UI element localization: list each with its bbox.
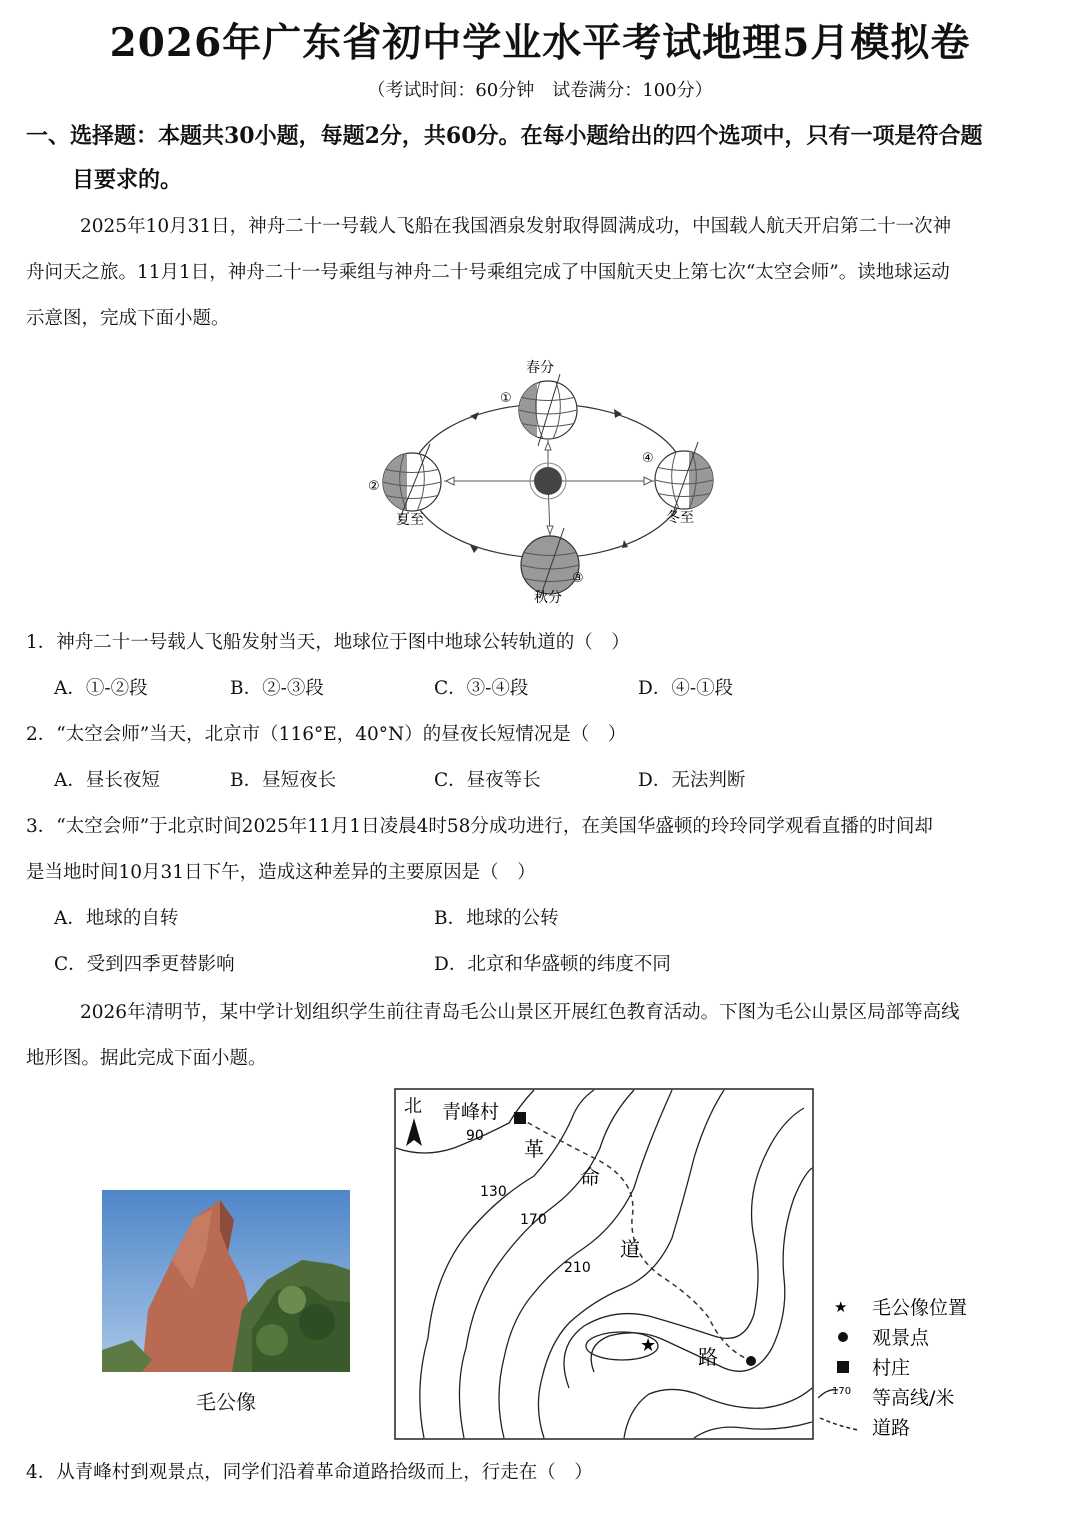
- q1-option-a[interactable]: A．①-②段: [54, 678, 148, 699]
- road-char-1: 革: [524, 1137, 544, 1161]
- question-3-options-row2: [26, 942, 1066, 988]
- contour-label-210: 210: [564, 1260, 591, 1276]
- passage-1-line1: 2025年10月31日，神舟二十一号载人飞船在我国酒泉发射取得圆满成功，中国载人航天开启第二十一次神: [80, 216, 952, 237]
- sun-icon: [534, 467, 562, 495]
- orbit-arrow: [614, 409, 622, 418]
- label-autumn: 秋分: [534, 590, 562, 606]
- q3-option-d[interactable]: D．北京和华盛顿的纬度不同: [434, 954, 671, 975]
- question-2-options: [26, 758, 1066, 804]
- passage-2-line2: 地形图。据此完成下面小题。: [26, 1048, 267, 1069]
- question-3-stem-line1: 3．“太空会师”于北京时间2025年11月1日凌晨4时58分成功进行，在美国华盛顿的玲玲同学观看直播的时间却: [26, 816, 933, 837]
- label-n2: ②: [368, 479, 380, 494]
- earth-spring-icon: [519, 374, 577, 446]
- q2-option-b[interactable]: B．昼短夜长: [230, 770, 337, 791]
- earth-orbit-diagram: [360, 352, 730, 608]
- legend-statue-label: 毛公像位置: [872, 1297, 968, 1319]
- map-frame: [395, 1089, 813, 1439]
- arrow-head: [446, 477, 454, 485]
- contour-map: [394, 1088, 814, 1440]
- legend-contour-label: 等高线/米: [872, 1387, 955, 1409]
- passage-1-line3: 示意图，完成下面小题。: [26, 308, 230, 329]
- question-3-options-row1: [26, 896, 1066, 942]
- exam-title: 2026年广东省初中学业水平考试地理5月模拟卷: [109, 20, 971, 66]
- section-heading: [26, 114, 1066, 202]
- arrow-head: [644, 477, 652, 485]
- arrow-head: [547, 526, 553, 534]
- passage-1-line2: 舟问天之旅。11月1日，神舟二十一号乘组与神舟二十号乘组完成了中国航天史上第七次“太空会师”。读地球运动: [26, 262, 950, 283]
- q2-option-a[interactable]: A．昼长夜短: [54, 770, 160, 791]
- village-marker: [514, 1112, 526, 1124]
- passage-2-line1: 2026年清明节，某中学计划组织学生前往青岛毛公山景区开展红色教育活动。下图为毛公山景区局部等高线: [80, 1002, 960, 1023]
- question-1-options: [26, 666, 1066, 712]
- q1-option-b[interactable]: B．②-③段: [230, 678, 324, 699]
- q3-option-c[interactable]: C．受到四季更替影响: [54, 954, 235, 975]
- exam-subtitle: （考试时间：60分钟 试卷满分：100分）: [367, 80, 713, 101]
- road-char-2: 命: [580, 1165, 600, 1189]
- road-char-3: 道: [620, 1237, 640, 1261]
- question-4: [26, 1450, 1066, 1496]
- contour-label-170: 170: [520, 1212, 547, 1228]
- earth-summer-icon: [383, 444, 441, 518]
- label-n4: ④: [642, 451, 654, 466]
- legend-village-label: 村庄: [872, 1357, 911, 1379]
- contour-label-90: 90: [466, 1128, 484, 1144]
- question-4-stem: 4．从青峰村到观景点，同学们沿着革命道路拾级而上，行走在（ ）: [26, 1462, 593, 1483]
- viewpoint-marker: [746, 1356, 756, 1366]
- road-char-4: 路: [698, 1345, 718, 1369]
- legend-road-label: 道路: [872, 1417, 911, 1439]
- earth-autumn-icon: [521, 528, 579, 598]
- label-spring: 春分: [526, 360, 554, 376]
- question-1: [26, 620, 1066, 712]
- q1-option-c[interactable]: C．③-④段: [434, 678, 529, 699]
- passage-1: [26, 204, 1058, 342]
- legend-viewpoint-icon: [838, 1332, 848, 1342]
- passage-2: [26, 990, 1058, 1082]
- orbit-arrow: [470, 412, 479, 420]
- question-3: [26, 804, 1066, 988]
- q2-option-d[interactable]: D．无法判断: [638, 770, 746, 791]
- arrow-head: [545, 442, 551, 450]
- legend-contour-sample: 170: [832, 1386, 852, 1397]
- statue-star-icon: ★: [640, 1335, 657, 1356]
- earth-winter-icon: [655, 442, 713, 516]
- q3-option-a[interactable]: A．地球的自转: [54, 908, 179, 929]
- legend-statue-icon: ★: [834, 1298, 848, 1316]
- question-2-stem: 2．“太空会师”当天，北京市（116°E，40°N）的昼夜长短情况是（ ）: [26, 724, 627, 745]
- section-heading-line2: 目要求的。: [72, 167, 183, 193]
- label-n1: ①: [500, 391, 512, 406]
- legend-viewpoint-label: 观景点: [872, 1327, 930, 1349]
- q1-option-d[interactable]: D．④-①段: [638, 678, 734, 699]
- question-3-stem-line2: 是当地时间10月31日下午，造成这种差异的主要原因是（ ）: [26, 862, 536, 883]
- q3-option-b[interactable]: B．地球的公转: [434, 908, 559, 929]
- label-summer: 夏至: [396, 512, 424, 528]
- map-legend: [818, 1290, 1018, 1440]
- legend-road-icon: [820, 1418, 858, 1430]
- village-label: 青峰村: [442, 1101, 500, 1123]
- north-label: 北: [404, 1096, 422, 1117]
- mao-statue-photo: [102, 1190, 350, 1372]
- label-winter: 冬至: [666, 510, 694, 526]
- contour-label-130: 130: [480, 1184, 507, 1200]
- photo-caption: 毛公像: [196, 1390, 256, 1414]
- question-2: [26, 712, 1066, 804]
- section-heading-line1: 一、选择题：本题共30小题，每题2分，共60分。在每小题给出的四个选项中，只有一项是符合题: [26, 123, 983, 149]
- label-n3: ③: [572, 571, 584, 586]
- question-1-stem: 1．神舟二十一号载人飞船发射当天，地球位于图中地球公转轨道的（ ）: [26, 632, 630, 653]
- q2-option-c[interactable]: C．昼夜等长: [434, 770, 541, 791]
- legend-village-icon: [837, 1361, 849, 1373]
